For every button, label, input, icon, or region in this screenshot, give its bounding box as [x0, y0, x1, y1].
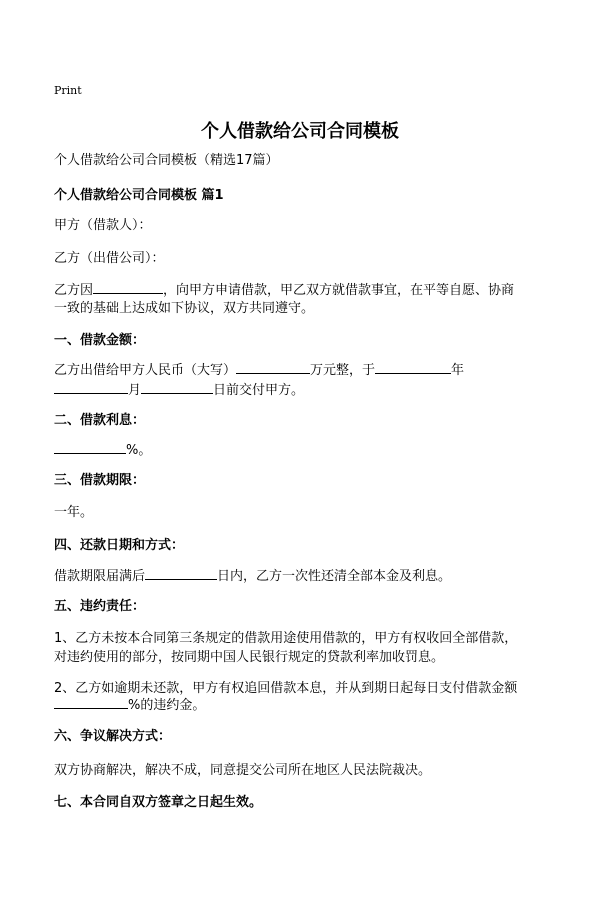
liability-item-1-line-2: 对违约使用的部分，按同期中国人民银行规定的贷款利率加收罚息。	[54, 650, 445, 665]
interest-blank	[54, 440, 126, 454]
liability-item-2-line-2	[54, 695, 546, 716]
section-3-heading: 三、借款期限：	[54, 473, 146, 488]
intro-prefix: 乙方因	[54, 283, 94, 298]
section-7-heading: 七、本合同自双方签章之日起生效。	[54, 795, 263, 810]
penalty-suffix: %的违约金。	[128, 698, 206, 713]
party-b-line: 乙方（出借公司）：	[54, 251, 165, 266]
year-label: 年	[451, 363, 465, 378]
interest-line	[54, 440, 546, 461]
repayment-text-b: 日内，乙方一次性还清全部本金及利息。	[217, 569, 452, 584]
month-label: 月	[128, 383, 142, 398]
amount-text-b: 万元整，于	[310, 363, 376, 378]
intro-text: ，向甲方申请借款，甲乙双方就借款事宜，在平等自愿、协商	[163, 283, 515, 298]
term-text: 一年。	[54, 505, 94, 520]
section-5-heading: 五、违约责任：	[54, 599, 146, 614]
amount-line-1	[54, 360, 546, 381]
repayment-days-blank	[145, 566, 217, 580]
section-1-heading: 一、借款金额：	[54, 333, 146, 348]
page-title: 个人借款给公司合同模板	[201, 121, 399, 142]
intro-line-2: 一致的基础上达成如下协议，双方共同遵守。	[54, 301, 315, 316]
day-text: 日前交付甲方。	[213, 383, 305, 398]
amount-text-a: 乙方出借给甲方人民币（大写）	[54, 363, 237, 378]
interest-suffix: %。	[126, 443, 152, 458]
liability-item-1-line-1: 1、乙方未按本合同第三条规定的借款用途使用借款的，甲方有权收回全部借款，	[54, 631, 518, 646]
amount-blank	[236, 360, 310, 374]
amount-line-2	[54, 380, 546, 401]
section-title: 个人借款给公司合同模板 篇1	[54, 188, 224, 203]
day-blank	[141, 380, 213, 394]
repayment-line	[54, 566, 546, 587]
subtitle: 个人借款给公司合同模板（精选17篇）	[54, 153, 279, 168]
dispute-text: 双方协商解决，解决不成，同意提交公司所在地区人民法院裁决。	[54, 763, 432, 778]
liability-item-2-line-1: 2、乙方如逾期未还款，甲方有权追回借款本息，并从到期日起每日支付借款金额	[54, 681, 518, 696]
penalty-rate-blank	[54, 695, 128, 709]
repayment-text-a: 借款期限届满后	[54, 569, 146, 584]
reason-blank	[93, 280, 163, 294]
month-prefix-blank	[54, 380, 128, 394]
print-label[interactable]: Print	[54, 84, 82, 97]
section-4-heading: 四、还款日期和方式：	[54, 538, 185, 553]
party-a-line: 甲方（借款人）：	[54, 218, 152, 233]
section-6-heading: 六、争议解决方式：	[54, 729, 172, 744]
year-blank	[375, 360, 451, 374]
section-2-heading: 二、借款利息：	[54, 413, 146, 428]
